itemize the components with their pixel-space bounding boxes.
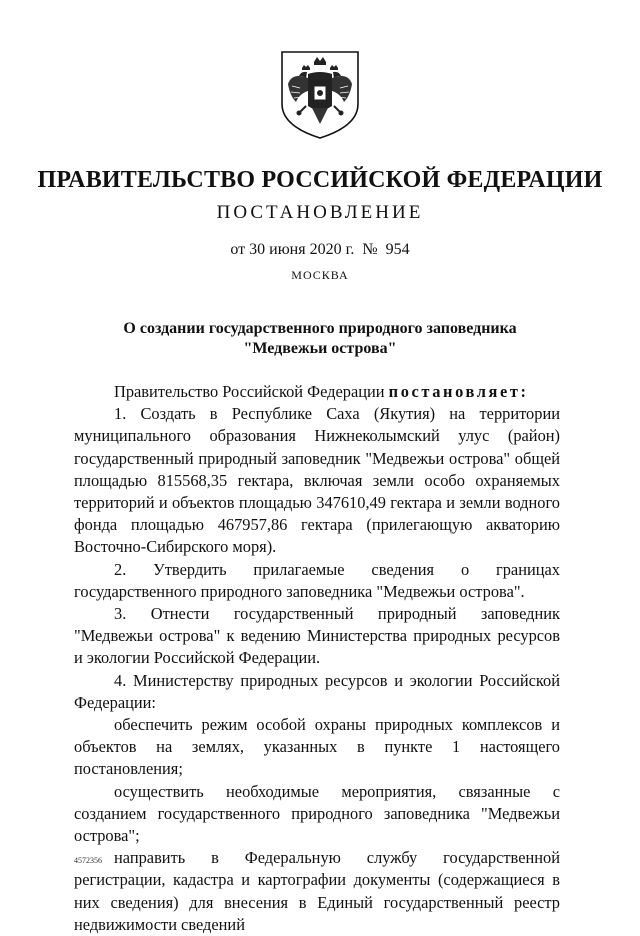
paragraph-2: 2. Утвердить прилагаемые сведения о границах государственного природного заповедника "Медвежьи острова". [74,559,560,601]
paragraph-1: 1. Создать в Республике Саха (Якутия) на территории муниципального образования Нижнеколымский улус (район) государственный природный заповедник "Медвежьи острова" общей площадью 815568,35 гектара, включая земли особо охраняемых территорий и объектов площадью 347610,49 гектара и земли водного фонда площадью 467957,86 гектара (прилегающую акваторию Восточно-Сибирского моря). [74,404,560,557]
resolution-body [74,381,560,936]
coat-of-arms-icon [274,48,366,142]
paragraph-3: 3. Отнести государственный природный заповедник "Медвежьи острова" к ведению Министерства природных ресурсов и экологии Российской Федерации. [74,604,560,668]
preamble [74,381,560,403]
preamble-text: Правительство Российской Федерации [114,382,385,401]
preamble-verb: постановляет: [388,382,529,401]
document-type: ПОСТАНОВЛЕНИЕ [216,202,424,223]
document-date-number: от 30 июня 2020 г. № 954 [230,241,410,258]
paragraph-4-item-1: обеспечить режим особой охраны природных комплексов и объектов на землях, указанных в пункте 1 настоящего постановления; [74,715,560,779]
footer-doc-number: 4572356 [74,856,102,865]
resolution-title [70,319,570,359]
document-city: МОСКВА [291,268,349,282]
resolution-title-line1: О создании государственного природного заповедника [123,320,517,337]
government-title: ПРАВИТЕЛЬСТВО РОССИЙСКОЙ ФЕДЕРАЦИИ [37,167,603,193]
paragraph-4-item-3: направить в Федеральную службу государственной регистрации, кадастра и картографии документы (содержащиеся в них сведения) для внесения в Единый государственный реестр недвижимости сведений [74,848,560,934]
paragraph-4-item-2: осуществить необходимые мероприятия, связанные с созданием государственного природного заповедника "Медвежьи острова"; [74,781,560,846]
paragraph-4: 4. Министерству природных ресурсов и экологии Российской Федерации: [74,670,560,712]
resolution-title-line2: "Медвежьи острова" [243,340,397,357]
